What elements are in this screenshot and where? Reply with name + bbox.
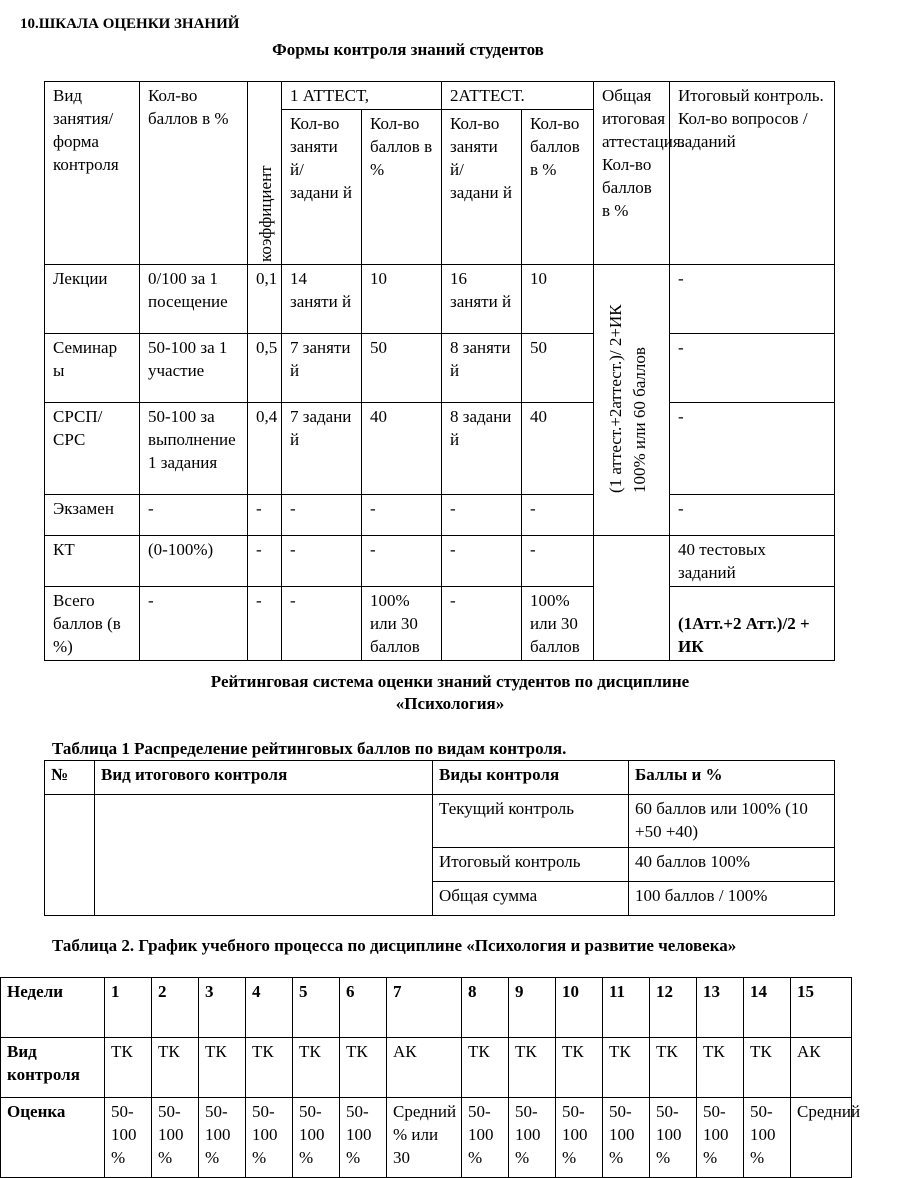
kind-cell: ТК <box>697 1038 744 1098</box>
grades-row <box>1 1098 852 1178</box>
grade-cell: 50-100 % <box>105 1098 152 1178</box>
week-cell: 14 <box>744 978 791 1038</box>
cell-points: 50-100 за 1 участие <box>140 334 248 403</box>
cell-total-formula <box>594 265 670 536</box>
cell-att2-pct: 100% или 30 баллов <box>522 587 594 661</box>
cell-points: 50-100 за выполнение 1 задания <box>140 403 248 495</box>
cell-points: 40 баллов 100% <box>629 848 835 882</box>
week-cell: 9 <box>509 978 556 1038</box>
header-points: Баллы и % <box>629 761 835 795</box>
cell-att1-pct: 10 <box>362 265 442 334</box>
header-grade: Оценка <box>1 1098 105 1178</box>
cell-att2-pct: 10 <box>522 265 594 334</box>
cell-coef: 0,4 <box>248 403 282 495</box>
grade-cell: 50-100 % <box>293 1098 340 1178</box>
cell-att1-count: 7 задани й <box>282 403 362 495</box>
header-att1-count: Кол-во заняти й/ задани й <box>282 110 362 265</box>
table-row <box>45 795 835 848</box>
cell-type: Экзамен <box>45 495 140 536</box>
cell-att2-pct: 40 <box>522 403 594 495</box>
header-coef-text: коэффициент <box>256 165 275 262</box>
cell-coef: - <box>248 536 282 587</box>
cell-type: Всего баллов (в %) <box>45 587 140 661</box>
cell-final: - <box>670 265 835 334</box>
cell-points: 100 баллов / 100% <box>629 882 835 916</box>
kind-cell: ТК <box>293 1038 340 1098</box>
week-cell: 6 <box>340 978 387 1038</box>
kind-cell: ТК <box>152 1038 199 1098</box>
cell-att2-count: 8 задани й <box>442 403 522 495</box>
forms-subheading: Формы контроля знаний студентов <box>272 40 544 59</box>
grade-cell: 50-100 % <box>650 1098 697 1178</box>
cell-att1-count: - <box>282 495 362 536</box>
cell-att1-count: - <box>282 587 362 661</box>
cell-type: Семинар ы <box>45 334 140 403</box>
cell-type: СРСП/ СРС <box>45 403 140 495</box>
week-cell: 2 <box>152 978 199 1038</box>
cell-coef: 0,1 <box>248 265 282 334</box>
header-att1: 1 АТТЕСТ, <box>282 82 442 110</box>
kind-cell: ТК <box>462 1038 509 1098</box>
header-att2: 2АТТЕСТ. <box>442 82 594 110</box>
forms-control-table <box>44 81 835 661</box>
kind-cell: ТК <box>744 1038 791 1098</box>
cell-final: (1Атт.+2 Атт.)/2 + ИК <box>670 587 835 661</box>
kind-cell: ТК <box>650 1038 697 1098</box>
cell-kind: Текущий контроль <box>433 795 629 848</box>
kinds-row <box>1 1038 852 1098</box>
header-kinds: Виды контроля <box>433 761 629 795</box>
cell-points: - <box>140 495 248 536</box>
cell-kind: Итоговый контроль <box>433 848 629 882</box>
cell-coef: - <box>248 587 282 661</box>
kind-cell: ТК <box>556 1038 603 1098</box>
cell-final-empty <box>95 795 433 916</box>
rating-title: Рейтинговая система оценки знаний студентов по дисциплине <box>210 672 690 691</box>
table-row <box>45 403 835 495</box>
header-coef <box>248 82 282 265</box>
schedule-table <box>0 977 861 1178</box>
week-cell: 7 <box>387 978 462 1038</box>
cell-points: 0/100 за 1 посещение <box>140 265 248 334</box>
header-att1-pct: Кол-во баллов в % <box>362 110 442 265</box>
table-row <box>45 265 835 334</box>
rating-title-discipline: «Психология» <box>395 694 505 713</box>
week-cell: 1 <box>105 978 152 1038</box>
grade-cell: 50-100 % <box>744 1098 791 1178</box>
kind-cell: ТК <box>603 1038 650 1098</box>
kind-cell: АК <box>791 1038 852 1098</box>
header-type: Вид занятия/ форма контроля <box>45 82 140 265</box>
table-header-row <box>45 761 835 795</box>
grade-cell: 50-100 % <box>340 1098 387 1178</box>
cell-points: (0-100%) <box>140 536 248 587</box>
cell-type: КТ <box>45 536 140 587</box>
cell-att2-count: 16 заняти й <box>442 265 522 334</box>
week-cell: 3 <box>199 978 246 1038</box>
total-formula-text-2: 100% или 60 баллов <box>630 347 649 493</box>
grade-cell: 50-100 % <box>462 1098 509 1178</box>
cell-final: 40 тестовых заданий <box>670 536 835 587</box>
header-num: № <box>45 761 95 795</box>
table-row <box>45 495 835 536</box>
header-final-kind: Вид итогового контроля <box>95 761 433 795</box>
cell-att2-count: - <box>442 587 522 661</box>
header-kind: Вид контроля <box>1 1038 105 1098</box>
grade-cell: Средний % или 30 <box>387 1098 462 1178</box>
header-final: Итоговый контроль. Кол-во вопросов /заданий <box>670 82 835 265</box>
weeks-row <box>1 978 852 1038</box>
grade-cell: 50-100 % <box>556 1098 603 1178</box>
grade-cell: 50-100 % <box>246 1098 293 1178</box>
cell-att2-pct: 50 <box>522 334 594 403</box>
cell-final: - <box>670 334 835 403</box>
kind-cell: ТК <box>340 1038 387 1098</box>
total-formula-text: (1 аттест.+2аттест.)/ 2+ИК <box>606 304 625 493</box>
cell-att2-count: 8 заняти й <box>442 334 522 403</box>
cell-coef: - <box>248 495 282 536</box>
header-total: Общая итоговая аттестация. Кол-во баллов в % <box>594 82 670 265</box>
week-cell: 15 <box>791 978 852 1038</box>
week-cell: 5 <box>293 978 340 1038</box>
cell-att1-pct: - <box>362 495 442 536</box>
cell-points: - <box>140 587 248 661</box>
grade-cell: 50-100 % <box>603 1098 650 1178</box>
week-cell: 13 <box>697 978 744 1038</box>
rating-points-table <box>44 760 835 916</box>
grade-cell: 50-100 % <box>509 1098 556 1178</box>
kind-cell: ТК <box>105 1038 152 1098</box>
grade-cell: 50-100 % <box>697 1098 744 1178</box>
cell-att1-pct: 40 <box>362 403 442 495</box>
kind-cell: ТК <box>246 1038 293 1098</box>
header-weeks: Недели <box>1 978 105 1038</box>
cell-att1-count: 7 заняти й <box>282 334 362 403</box>
week-cell: 10 <box>556 978 603 1038</box>
cell-att1-count: - <box>282 536 362 587</box>
cell-total-empty <box>594 536 670 661</box>
week-cell: 4 <box>246 978 293 1038</box>
kind-cell: ТК <box>509 1038 556 1098</box>
cell-att2-count: - <box>442 536 522 587</box>
cell-att1-pct: 50 <box>362 334 442 403</box>
grade-cell: 50-100 % <box>199 1098 246 1178</box>
cell-final: - <box>670 495 835 536</box>
header-att2-pct: Кол-во баллов в % <box>522 110 594 265</box>
cell-att1-pct: - <box>362 536 442 587</box>
grade-cell: Средний <box>791 1098 852 1178</box>
kind-cell: ТК <box>199 1038 246 1098</box>
grade-cell: 50-100 % <box>152 1098 199 1178</box>
table-row <box>45 536 835 587</box>
cell-kind: Общая сумма <box>433 882 629 916</box>
cell-final: - <box>670 403 835 495</box>
cell-att2-pct: - <box>522 495 594 536</box>
week-cell: 11 <box>603 978 650 1038</box>
cell-coef: 0,5 <box>248 334 282 403</box>
cell-num-empty <box>45 795 95 916</box>
week-cell: 12 <box>650 978 697 1038</box>
week-cell: 8 <box>462 978 509 1038</box>
table2-caption: Таблица 2. График учебного процесса по дисциплине «Психология и развитие человека» <box>52 936 737 955</box>
table-row <box>45 587 835 661</box>
header-points: Кол-во баллов в % <box>140 82 248 265</box>
cell-att1-count: 14 заняти й <box>282 265 362 334</box>
cell-att1-pct: 100% или 30 баллов <box>362 587 442 661</box>
cell-att2-count: - <box>442 495 522 536</box>
cell-type: Лекции <box>45 265 140 334</box>
cell-points: 60 баллов или 100% (10 +50 +40) <box>629 795 835 848</box>
cell-att2-pct: - <box>522 536 594 587</box>
table-row <box>45 334 835 403</box>
kind-cell: АК <box>387 1038 462 1098</box>
section-heading: 10.ШКАЛА ОЦЕНКИ ЗНАНИЙ <box>20 16 240 32</box>
header-att2-count: Кол-во заняти й/ задани й <box>442 110 522 265</box>
table1-caption: Таблица 1 Распределение рейтинговых баллов по видам контроля. <box>52 739 567 758</box>
